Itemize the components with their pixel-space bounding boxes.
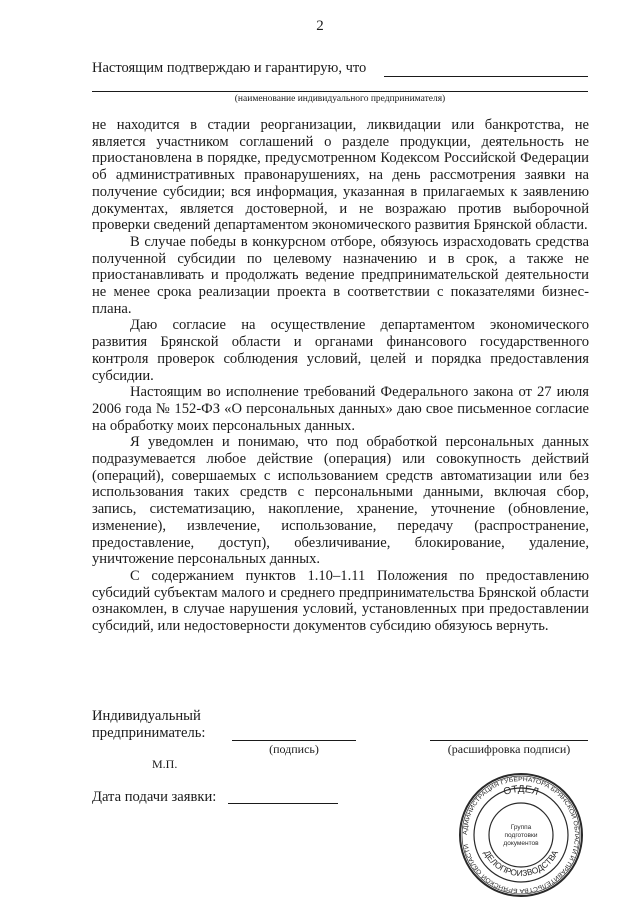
stamp-center-line2: подготовки bbox=[504, 832, 538, 839]
signature-decode-line bbox=[430, 740, 588, 741]
confirmation-intro: Настоящим подтверждаю и гарантирую, что bbox=[92, 60, 367, 76]
stamp-top-text: ОТДЕЛ bbox=[502, 783, 540, 798]
paragraph-processing-definition: Я уведомлен и понимаю, что под обработкой персональных данных подразумевается любое действие (операция) или совокупность действий (операций), совершаемых с использованием средств автоматизации или без использования таких средств с персональными данными, включая сбор, запись, систематизацию, накопление, хранение, уточнение (обновление, изменение), извлечение, использование, передачу (распространение, предоставление, доступ), обезличивание, блокирование, удаление, уничтожение персональных данных. bbox=[92, 434, 589, 568]
stamp-center-line3: документов bbox=[503, 840, 539, 847]
entrepreneur-name-line-2 bbox=[92, 91, 588, 92]
signature-label-line1: Индивидуальный bbox=[92, 708, 201, 724]
document-body bbox=[92, 117, 589, 635]
paragraph-status: не находится в стадии реорганизации, ликвидации или банкротства, не является участником соглашений о разделе продукции, деятельность не приостановлена в порядке, предусмотренном Кодексом Российской Федерации об административных правонарушениях, на день рассмотрения заявки на получение субсидии; вся информация, указанная в прилагаемых к заявлению документах, является достоверной, и не возражаю против выборочной проверки сведений департаментом экономического развития Брянской области. bbox=[92, 117, 589, 234]
official-seal bbox=[458, 772, 584, 898]
entrepreneur-name-line bbox=[384, 76, 588, 77]
signature-line bbox=[232, 740, 356, 741]
paragraph-acknowledgement: С содержанием пунктов 1.10–1.11 Положения по предоставлению субсидий субъектам малого и среднего предпринимательства Брянской области ознакомлен, в случае нарушения условий, установленных при предоставлении субсидий, или недостоверности документов субсидию обязуюсь вернуть. bbox=[92, 567, 589, 635]
stamp-outer-text: АДМИНИСТРАЦИЯ ГУБЕРНАТОРА БРЯНСКОЙ ОБЛАСТИ И ПРАВИТЕЛЬСТВА БРЯНСКОЙ ОБЛАСТИ bbox=[462, 776, 580, 894]
entrepreneur-name-caption: (наименование индивидуального предпринимателя) bbox=[234, 94, 446, 104]
signature-decode-caption: (расшифровка подписи) bbox=[447, 742, 571, 756]
application-date-line bbox=[228, 803, 338, 804]
application-date-label: Дата подачи заявки: bbox=[92, 789, 217, 805]
paragraph-consent-inspection: Даю согласие на осуществление департаментом экономического развития Брянской области и органами финансового государственного контроля проверок соблюдения условий, целей и порядка предоставления субсидии. bbox=[92, 317, 589, 384]
stamp-bottom-text: ДЕЛОПРОИЗВОДСТВА bbox=[482, 848, 560, 879]
signature-label-line2: предприниматель: bbox=[92, 725, 206, 741]
page-number: 2 bbox=[316, 18, 324, 34]
paragraph-personal-data-consent: Настоящим во исполнение требований Федерального закона от 27 июля 2006 года № 152-ФЗ «О персональных данных» даю свое письменное согласие на обработку моих персональных данных. bbox=[92, 384, 589, 434]
stamp-place-label: М.П. bbox=[152, 757, 178, 771]
paragraph-obligation: В случае победы в конкурсном отборе, обязуюсь израсходовать средства полученной субсидии по целевому назначению и в срок, а также не приостанавливать и продолжать ведение предпринимательской деятельности не менее срока реализации проекта в соответствии с показателями бизнес-плана. bbox=[92, 233, 589, 317]
signature-caption: (подпись) bbox=[269, 742, 319, 756]
stamp-center-line1: Группа bbox=[510, 824, 532, 831]
